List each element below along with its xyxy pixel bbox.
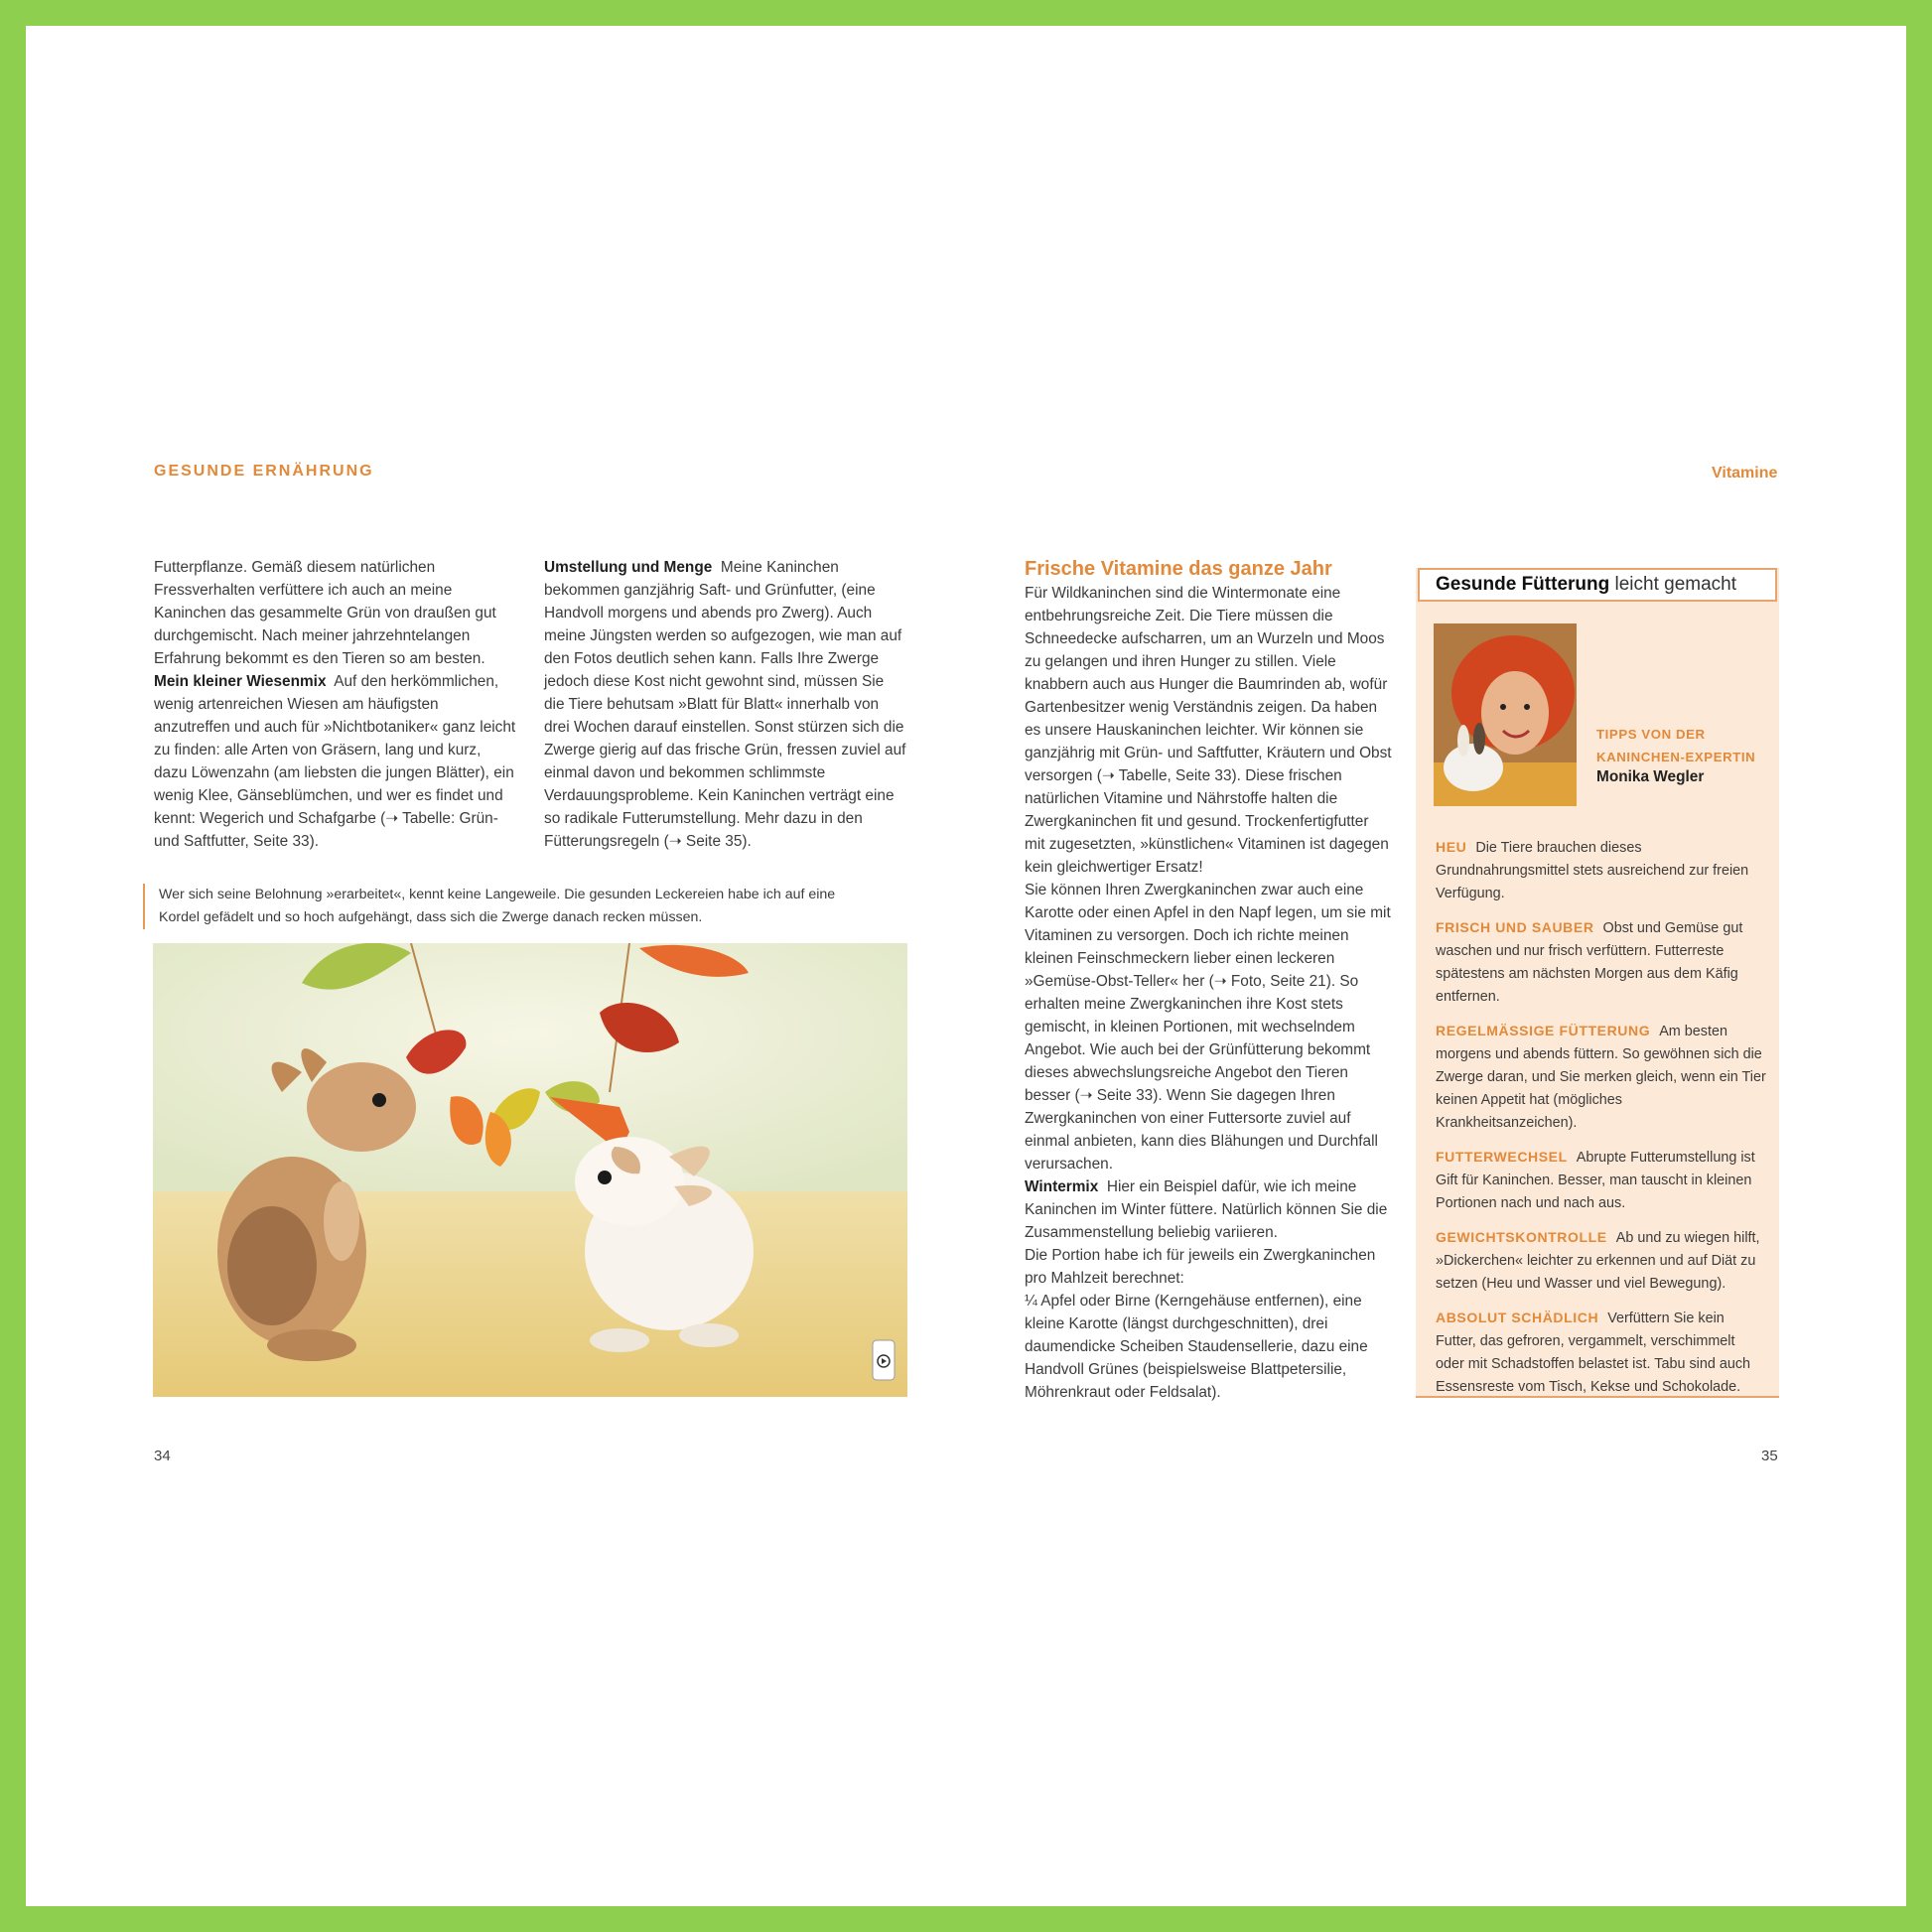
tip-key: HEU [1436, 839, 1467, 855]
col1-body: Auf den herkömmlichen, wenig artenreichen Wiesen am häufigsten anzutreffen und auch für »Nichtbotaniker« ganz leicht zu finden: alle Arten von Gräsern, lang und kurz, dazu Löwenzahn (am liebsten die jungen Blätter), ein wenig Klee, Gänseblümchen, und wer es findet und kennt: Wegerich und Schafgarbe (➝ Tabelle: Grün- und Saftfutter, Seite 33). [154, 673, 516, 850]
right-para-3: Die Portion habe ich für jeweils ein Zwergkaninchen pro Mahlzeit berechnet: [1025, 1247, 1376, 1287]
run-head-wintermix: Wintermix [1025, 1178, 1099, 1195]
col2-section [544, 556, 907, 853]
tip-key: ABSOLUT SCHÄDLICH [1436, 1310, 1599, 1325]
tip-box [1416, 568, 1779, 1398]
expert-name: Monika Wegler [1596, 768, 1705, 785]
tips-label-line-1: TIPPS VON DER [1596, 727, 1706, 742]
tips-list [1436, 836, 1767, 1410]
tip-text: Ab und zu wiegen hilft, »Dickerchen« leichter zu erkennen und auf Diät zu setzen (Heu und Wasser und viel Bewegung). [1436, 1230, 1760, 1292]
tips-label-line-2: KANINCHEN-EXPERTIN [1596, 750, 1756, 764]
tip-item [1436, 1146, 1767, 1215]
running-head-left: GESUNDE ERNÄHRUNG [154, 463, 374, 480]
tip-item [1436, 916, 1767, 1009]
left-column-1 [154, 556, 517, 853]
rabbits-photo [153, 943, 907, 1397]
photo-caption: Wer sich seine Belohnung »erarbeitet«, kennt keine Langeweile. Die gesunden Leckereien habe ich auf eine Kordel gefädelt und so hoch aufgehängt, dass sich die Zwerge danach recken müssen. [143, 884, 878, 929]
run-head-wiesenmix: Mein kleiner Wiesenmix [154, 673, 327, 690]
right-main-column [1025, 556, 1392, 1404]
tip-item [1436, 1020, 1767, 1135]
tip-item [1436, 1307, 1767, 1399]
left-column-2 [544, 556, 907, 853]
right-para-2: Sie können Ihren Zwergkaninchen zwar auch eine Karotte oder einen Apfel in den Napf legen, um sie mit Vitaminen zu versorgen. Doch ich richte meinen kleinen Feinschmeckern lieber einen leckeren »Gemüse-Obst-Teller« her (➝ Foto, Seite 21). So erhalten meine Zwergkaninchen ihre Kost stets gemischt, in kleinen Portionen, mit wechselndem Angebot. Wie auch bei der Grünfütterung bekommt dieses abwechslungsreiche Angebot den Tieren besser (➝ Seite 33). Wenn Sie dagegen Ihren Zwergkaninchen von einer Futtersorte zuviel auf einmal anbieten, kann dies Blähungen und Durchfall verursachen. [1025, 882, 1391, 1173]
wintermix-body: Hier ein Beispiel dafür, wie ich meine Kaninchen im Winter füttere. Natürlich können Sie die Zusammenstellung beliebig variieren. [1025, 1178, 1388, 1241]
rabbits-illustration [153, 943, 907, 1397]
tip-box-title [1418, 568, 1777, 602]
col1-section [154, 670, 517, 853]
tip-key: FUTTERWECHSEL [1436, 1149, 1568, 1165]
running-head-right: Vitamine [1712, 465, 1778, 482]
page-number-left: 34 [154, 1448, 171, 1464]
tip-item [1436, 1226, 1767, 1296]
page-number-right: 35 [1761, 1448, 1778, 1464]
run-head-umstellung: Umstellung und Menge [544, 559, 713, 576]
tip-text: Obst und Gemüse gut waschen und nur frisch verfüttern. Futterreste spätestens am nächsten Morgen aus dem Käfig entfernen. [1436, 920, 1743, 1005]
right-wintermix [1025, 1175, 1392, 1244]
tip-box-title-rest: leicht gemacht [1609, 574, 1737, 595]
col1-intro: Futterpflanze. Gemäß diesem natürlichen Fressverhalten verfüttere ich auch an meine Kaninchen das gesammelte Grün von draußen gut durchgemischt. Nach meiner jahrzehntelangen Erfahrung bekommt es den Tieren so am besten. [154, 559, 496, 667]
tip-text: Verfüttern Sie kein Futter, das gefroren, vergammelt, verschimmelt oder mit Schadstoffen belastet ist. Tabu sind auch Essensreste vom Tisch, Kekse und Schokolade. [1436, 1311, 1751, 1395]
tip-text: Abrupte Futterumstellung ist Gift für Kaninchen. Besser, man tauscht in kleinen Portionen nach und nach aus. [1436, 1150, 1755, 1211]
section-heading: Frische Vitamine das ganze Jahr [1025, 558, 1332, 580]
portrait-illustration [1434, 623, 1577, 806]
tip-box-title-bold: Gesunde Fütterung [1436, 574, 1610, 595]
tip-key: REGELMÄSSIGE FÜTTERUNG [1436, 1023, 1651, 1038]
tip-key: GEWICHTSKONTROLLE [1436, 1229, 1607, 1245]
right-para-4: ¼ Apfel oder Birne (Kerngehäuse entfernen), eine kleine Karotte (längst durchgeschnitten), drei daumendicke Scheiben Staudensellerie, dazu eine Handvoll Grünes (beispielsweise Blattpetersilie, Möhrenkraut oder Feldsalat). [1025, 1293, 1368, 1401]
tip-text: Am besten morgens und abends füttern. So gewöhnen sich die Zwerge daran, und Sie merken gleich, wenn ein Tier keinen Appetit hat (mögliches Krankheitsanzeichen). [1436, 1024, 1766, 1131]
col2-body: Meine Kaninchen bekommen ganzjährig Saft- und Grünfutter, (eine Handvoll morgens und abends pro Zwerg). Auch meine Jüngsten werden so aufgezogen, wie man auf den Fotos deutlich sehen kann. Falls Ihre Zwerge jedoch diese Kost nicht gewohnt sind, müssen Sie die Tiere behutsam »Blatt für Blatt« innerhalb von drei Wochen darauf einstellen. Sonst stürzen sich die Zwerge gierig auf das frische Grün, fressen zuviel auf einmal davon und bekommen schlimmste Verdauungsprobleme. Kein Kaninchen verträgt eine so radikale Futterumstellung. Mehr dazu in den Fütterungsregeln (➝ Seite 35). [544, 559, 906, 850]
tip-text: Die Tiere brauchen dieses Grundnahrungsmittel stets ausreichend zur freien Verfügung. [1436, 840, 1749, 901]
tip-item [1436, 836, 1767, 905]
expert-portrait [1434, 623, 1577, 806]
right-para-1: Für Wildkaninchen sind die Wintermonate eine entbehrungsreiche Zeit. Die Tiere müssen die Schneedecke aufscharren, um an Wurzeln und Moos zu gelangen und ihren Hunger zu stillen. Viele knabbern auch aus Hunger die Baumrinden ab, wofür Gartenbesitzer wenig Verständnis zeigen. Da haben es unsere Hauskaninchen leichter. Wir können sie ganzjährig mit Grün- und Saftfutter, Kräutern und Obst versorgen (➝ Tabelle, Seite 33). Diese frischen natürlichen Vitamine und Nährstoffe halten die Zwergkaninchen fit und gesund. Trockenfertigfutter mit zugesetzten, »künstlichen« Vitaminen ist dagegen kein gleichwertiger Ersatz! [1025, 585, 1392, 876]
tips-label [1596, 723, 1755, 768]
tip-key: FRISCH UND SAUBER [1436, 919, 1594, 935]
